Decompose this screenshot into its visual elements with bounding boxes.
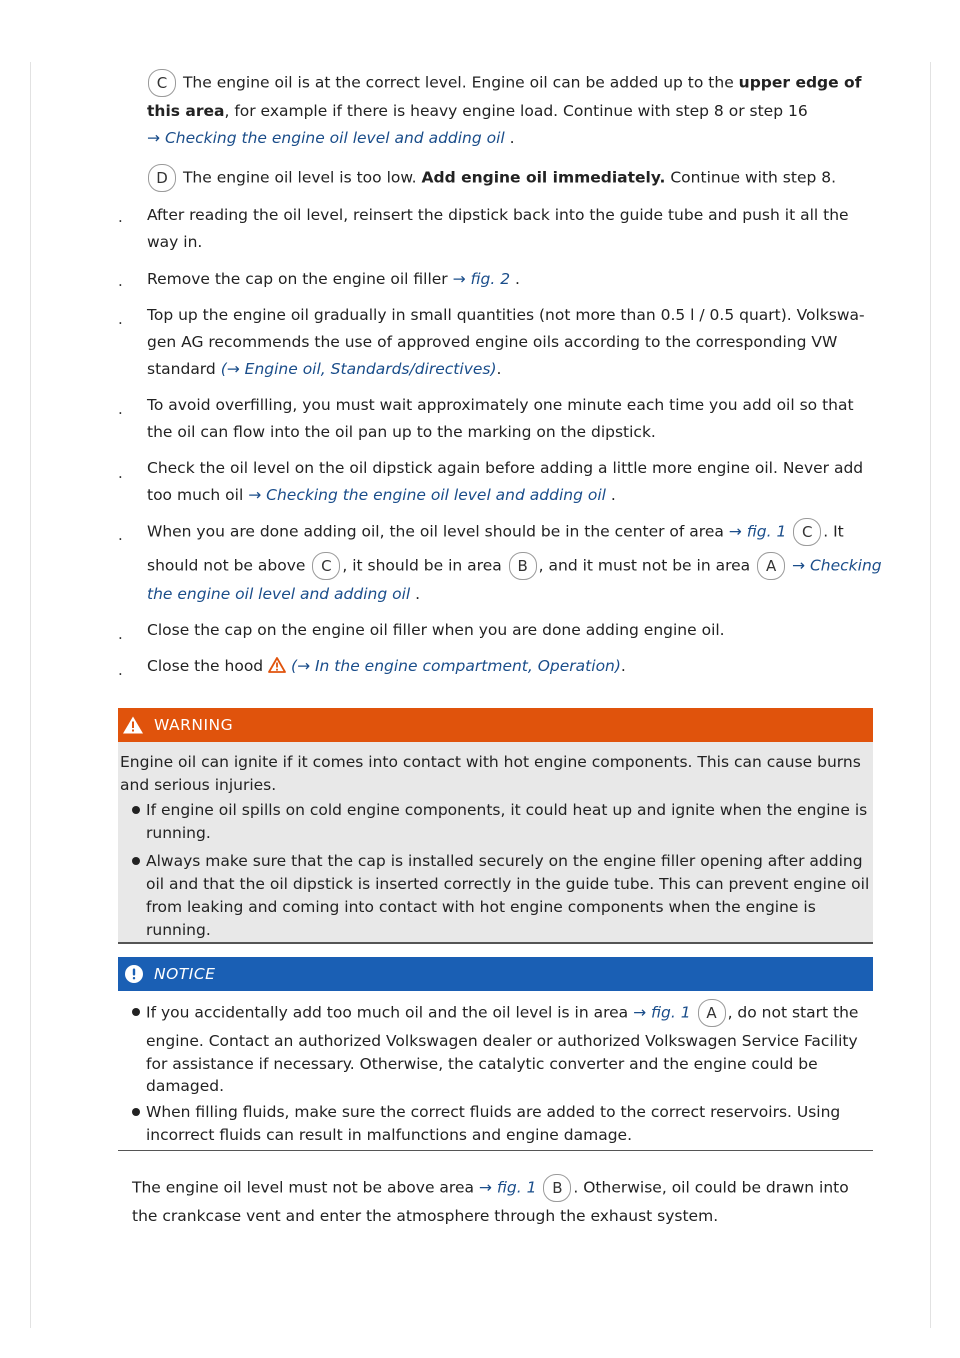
bullet-dot bbox=[132, 1108, 140, 1116]
warning-bullet-1-line-2: running. bbox=[146, 824, 211, 842]
link-engine-oil-standards[interactable]: (→ Engine oil, Standards/directives) bbox=[220, 360, 497, 378]
warning-triangle-icon bbox=[268, 657, 286, 673]
notice-title: NOTICE bbox=[154, 965, 216, 983]
step-marker: . bbox=[118, 625, 123, 643]
area-badge: B bbox=[509, 552, 537, 580]
link-checking-oil-cont[interactable]: the engine oil level and adding oil bbox=[147, 585, 411, 603]
step-marker: . bbox=[118, 526, 123, 544]
area-badge: D bbox=[148, 164, 176, 192]
step-3-line-1: Top up the engine oil gradually in small quantities (not more than 0.5 l / 0.5 quart). Volkswa- bbox=[147, 306, 865, 324]
step-marker: . bbox=[118, 272, 123, 290]
step-6-line-2: should not be above C , it should be in area B , and it must not be in area A → Checking bbox=[147, 552, 882, 580]
area-badge: A bbox=[698, 999, 726, 1027]
area-badge: B bbox=[543, 1174, 571, 1202]
step-7: Close the cap on the engine oil filler when you are done adding engine oil. bbox=[147, 621, 725, 639]
notice-header bbox=[118, 957, 873, 991]
step-4-line-2: the oil can flow into the oil pan up to the marking on the dipstick. bbox=[147, 423, 656, 441]
step-3-line-3: standard (→ Engine oil, Standards/directives). bbox=[147, 360, 502, 378]
arrow-right-icon: → bbox=[248, 486, 262, 504]
footer-line-1: The engine oil level must not be above area → fig. 1 B . Otherwise, oil could be drawn into bbox=[132, 1174, 849, 1202]
exclamation-circle-icon bbox=[124, 964, 144, 984]
warning-intro-line-2: and serious injuries. bbox=[120, 776, 277, 794]
arrow-right-icon: → bbox=[728, 522, 742, 541]
link-fig-1[interactable]: fig. 1 bbox=[651, 1003, 691, 1022]
area-badge: C bbox=[793, 518, 821, 546]
warning-intro-line-1: Engine oil can ignite if it comes into contact with hot engine components. This can cause burns bbox=[120, 753, 861, 771]
warning-bullet-2-line-4: running. bbox=[146, 921, 211, 939]
step-marker: . bbox=[118, 464, 123, 482]
step-marker: . bbox=[118, 661, 123, 679]
notice-bullet-1-line-3: for assistance if necessary. Otherwise, the catalytic converter and the engine could be bbox=[146, 1055, 818, 1073]
arrow-right-icon: → bbox=[633, 1003, 647, 1022]
arrow-right-icon: → bbox=[452, 270, 466, 288]
bullet-dot bbox=[132, 806, 140, 814]
notice-bottom-rule bbox=[118, 1150, 873, 1151]
area-d-line: D The engine oil level is too low. Add engine oil immediately. Continue with step 8. bbox=[146, 164, 836, 192]
step-1-line-1: After reading the oil level, reinsert the dipstick back into the guide tube and push it all the bbox=[147, 206, 849, 224]
area-c-line-2: this area, for example if there is heavy engine load. Continue with step 8 or step 16 bbox=[147, 102, 808, 120]
area-badge: C bbox=[148, 69, 176, 97]
bullet-dot bbox=[132, 857, 140, 865]
step-6-line-3: the engine oil level and adding oil . bbox=[147, 585, 421, 603]
warning-body bbox=[118, 742, 873, 944]
right-margin-rule bbox=[930, 62, 931, 1328]
step-6-line-1: When you are done adding oil, the oil level should be in the center of area → fig. 1 C . It bbox=[147, 518, 844, 546]
notice-bullet-1-line-1: If you accidentally add too much oil and the oil level is in area → fig. 1 A , do not start the bbox=[146, 999, 858, 1027]
warning-bullet-2-line-1: Always make sure that the cap is installed securely on the engine filler opening after adding bbox=[146, 852, 863, 870]
warning-bullet-1-line-1: If engine oil spills on cold engine components, it could heat up and ignite when the engine is bbox=[146, 801, 868, 819]
step-2: Remove the cap on the engine oil filler → fig. 2 . bbox=[147, 270, 520, 288]
link-checking-oil[interactable]: Checking bbox=[809, 556, 882, 575]
arrow-right-icon: → bbox=[792, 556, 806, 575]
link-engine-compartment[interactable]: (→ In the engine compartment, Operation) bbox=[291, 657, 621, 675]
notice-bullet-1-line-4: damaged. bbox=[146, 1077, 225, 1095]
step-marker: . bbox=[118, 310, 123, 328]
warning-title: WARNING bbox=[154, 716, 234, 734]
link-fig-1[interactable]: fig. 1 bbox=[746, 522, 787, 541]
warning-bullet-2-line-3: from leaking and coming into contact with hot engine components when the engine is bbox=[146, 898, 816, 916]
notice-bullet-1-line-2: engine. Contact an authorized Volkswagen dealer or authorized Volkswagen Service Facility bbox=[146, 1032, 858, 1050]
area-badge: C bbox=[312, 552, 340, 580]
warning-bullet-2-line-2: oil and that the oil dipstick is inserted correctly in the guide tube. This can prevent engine oil bbox=[146, 875, 870, 893]
notice-bullet-2-line-2: incorrect fluids can result in malfunctions and engine damage. bbox=[146, 1126, 633, 1144]
notice-bullet-2-line-1: When filling fluids, make sure the correct fluids are added to the correct reservoirs. Using bbox=[146, 1103, 841, 1121]
area-c-line-3: → Checking the engine oil level and adding oil . bbox=[147, 129, 515, 147]
step-marker: . bbox=[118, 208, 123, 226]
step-5-line-1: Check the oil level on the oil dipstick again before adding a little more engine oil. Never add bbox=[147, 459, 864, 477]
step-8: Close the hood (→ In the engine compartment, Operation). bbox=[147, 657, 626, 675]
link-checking-oil[interactable]: Checking the engine oil level and adding oil bbox=[164, 129, 505, 147]
step-1-line-2: way in. bbox=[147, 233, 203, 251]
warning-triangle-icon bbox=[122, 715, 144, 735]
arrow-right-icon: → bbox=[478, 1178, 492, 1197]
warning-header bbox=[118, 708, 873, 742]
step-4-line-1: To avoid overfilling, you must wait approximately one minute each time you add oil so that bbox=[147, 396, 854, 414]
step-3-line-2: gen AG recommends the use of approved engine oils according to the corresponding VW bbox=[147, 333, 838, 351]
bullet-dot bbox=[132, 1008, 140, 1016]
area-badge: A bbox=[757, 552, 785, 580]
area-c-line-1: C The engine oil is at the correct level. Engine oil can be added up to the upper edge of bbox=[146, 69, 861, 97]
step-marker: . bbox=[118, 400, 123, 418]
link-fig-2[interactable]: fig. 2 bbox=[470, 270, 511, 288]
link-fig-1[interactable]: fig. 1 bbox=[496, 1178, 537, 1197]
footer-line-2: the crankcase vent and enter the atmosphere through the exhaust system. bbox=[132, 1207, 719, 1225]
left-margin-rule bbox=[30, 62, 31, 1328]
step-5-line-2: too much oil → Checking the engine oil level and adding oil . bbox=[147, 486, 616, 504]
link-checking-oil[interactable]: Checking the engine oil level and adding oil bbox=[266, 486, 606, 504]
arrow-right-icon: → bbox=[147, 129, 160, 147]
